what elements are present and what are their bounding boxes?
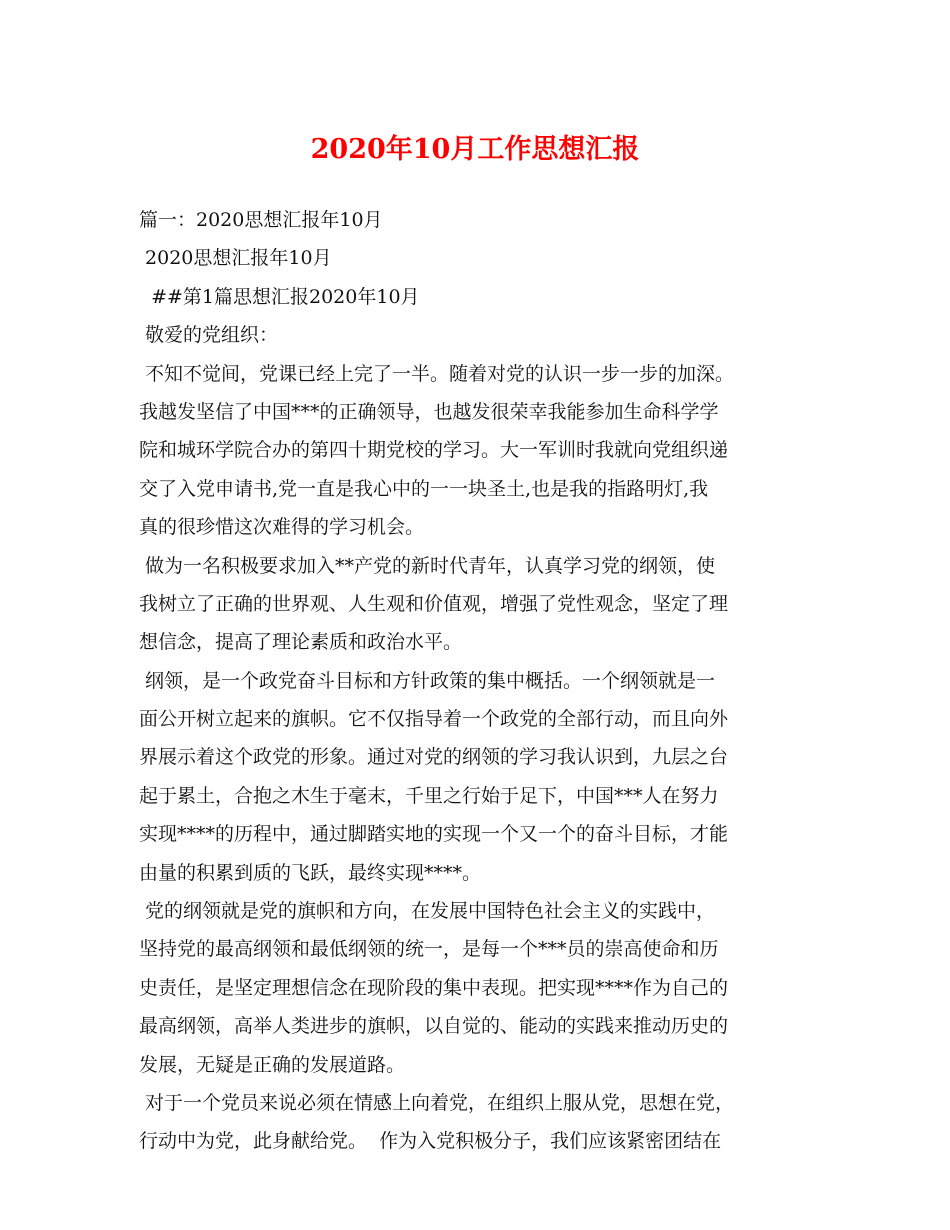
body-line: 发展，无疑是正确的发展道路。: [139, 1053, 406, 1076]
body-line: 党的纲领就是党的旗帜和方向，在发展中国特色社会主义的实践中，: [139, 900, 716, 923]
document-body: [139, 201, 829, 1161]
body-line: 由量的积累到质的飞跃，最终实现****。: [139, 861, 482, 884]
document-title: 2020年10月工作思想汇报: [310, 134, 640, 165]
body-line: 想信念，提高了理论素质和政治水平。: [139, 631, 463, 654]
body-line: 实现****的历程中，通过脚踏实地的实现一个又一个的奋斗目标，才能: [139, 823, 729, 846]
body-line: 我越发坚信了中国***的正确领导，也越发很荣幸我能参加生命科学学: [139, 400, 719, 423]
body-line: 面公开树立起来的旗帜。它不仅指导着一个政党的全部行动，而且向外: [139, 708, 729, 731]
body-line: 史责任，是坚定理想信念在现阶段的集中表现。把实现****作为自己的: [139, 976, 729, 999]
body-line: 交了入党申请书,党一直是我心中的一一块圣土,也是我的指路明灯,我: [139, 477, 709, 500]
body-line: 对于一个党员来说必须在情感上向着党，在组织上服从党，思想在党，: [139, 1091, 735, 1114]
body-line: 敬爱的党组织：: [139, 324, 279, 347]
body-line: 不知不觉间，党课已经上完了一半。随着对党的认识一步一步的加深。: [139, 362, 735, 385]
body-line: 起于累土，合抱之木生于毫末，千里之行始于足下，中国***人在努力: [139, 784, 719, 807]
body-line: 最高纲领，高举人类进步的旗帜，以自觉的、能动的实践来推动历史的: [139, 1015, 729, 1038]
body-line: 做为一名积极要求加入**产党的新时代青年，认真学习党的纲领，使: [139, 554, 716, 577]
body-line: ##第1篇思想汇报2020年10月: [139, 285, 420, 308]
body-line: 篇一：2020思想汇报年10月: [139, 209, 383, 231]
body-line: 纲领，是一个政党奋斗目标和方针政策的集中概括。一个纲领就是一: [139, 669, 716, 692]
body-line: 坚持党的最高纲领和最低纲领的统一，是每一个***员的崇高使命和历: [139, 938, 719, 961]
body-line: 行动中为党，此身献给党。 作为入党积极分子，我们应该紧密团结在: [139, 1130, 722, 1153]
body-line: 界展示着这个政党的形象。通过对党的纲领的学习我认识到，九层之台: [139, 746, 729, 769]
body-line: 2020思想汇报年10月: [139, 247, 332, 270]
body-line: 真的很珍惜这次难得的学习机会。: [139, 516, 425, 539]
body-line: 我树立了正确的世界观、人生观和价值观，增强了党性观念，坚定了理: [139, 592, 729, 615]
body-line: 院和城环学院合办的第四十期党校的学习。大一军训时我就向党组织递: [139, 439, 729, 462]
